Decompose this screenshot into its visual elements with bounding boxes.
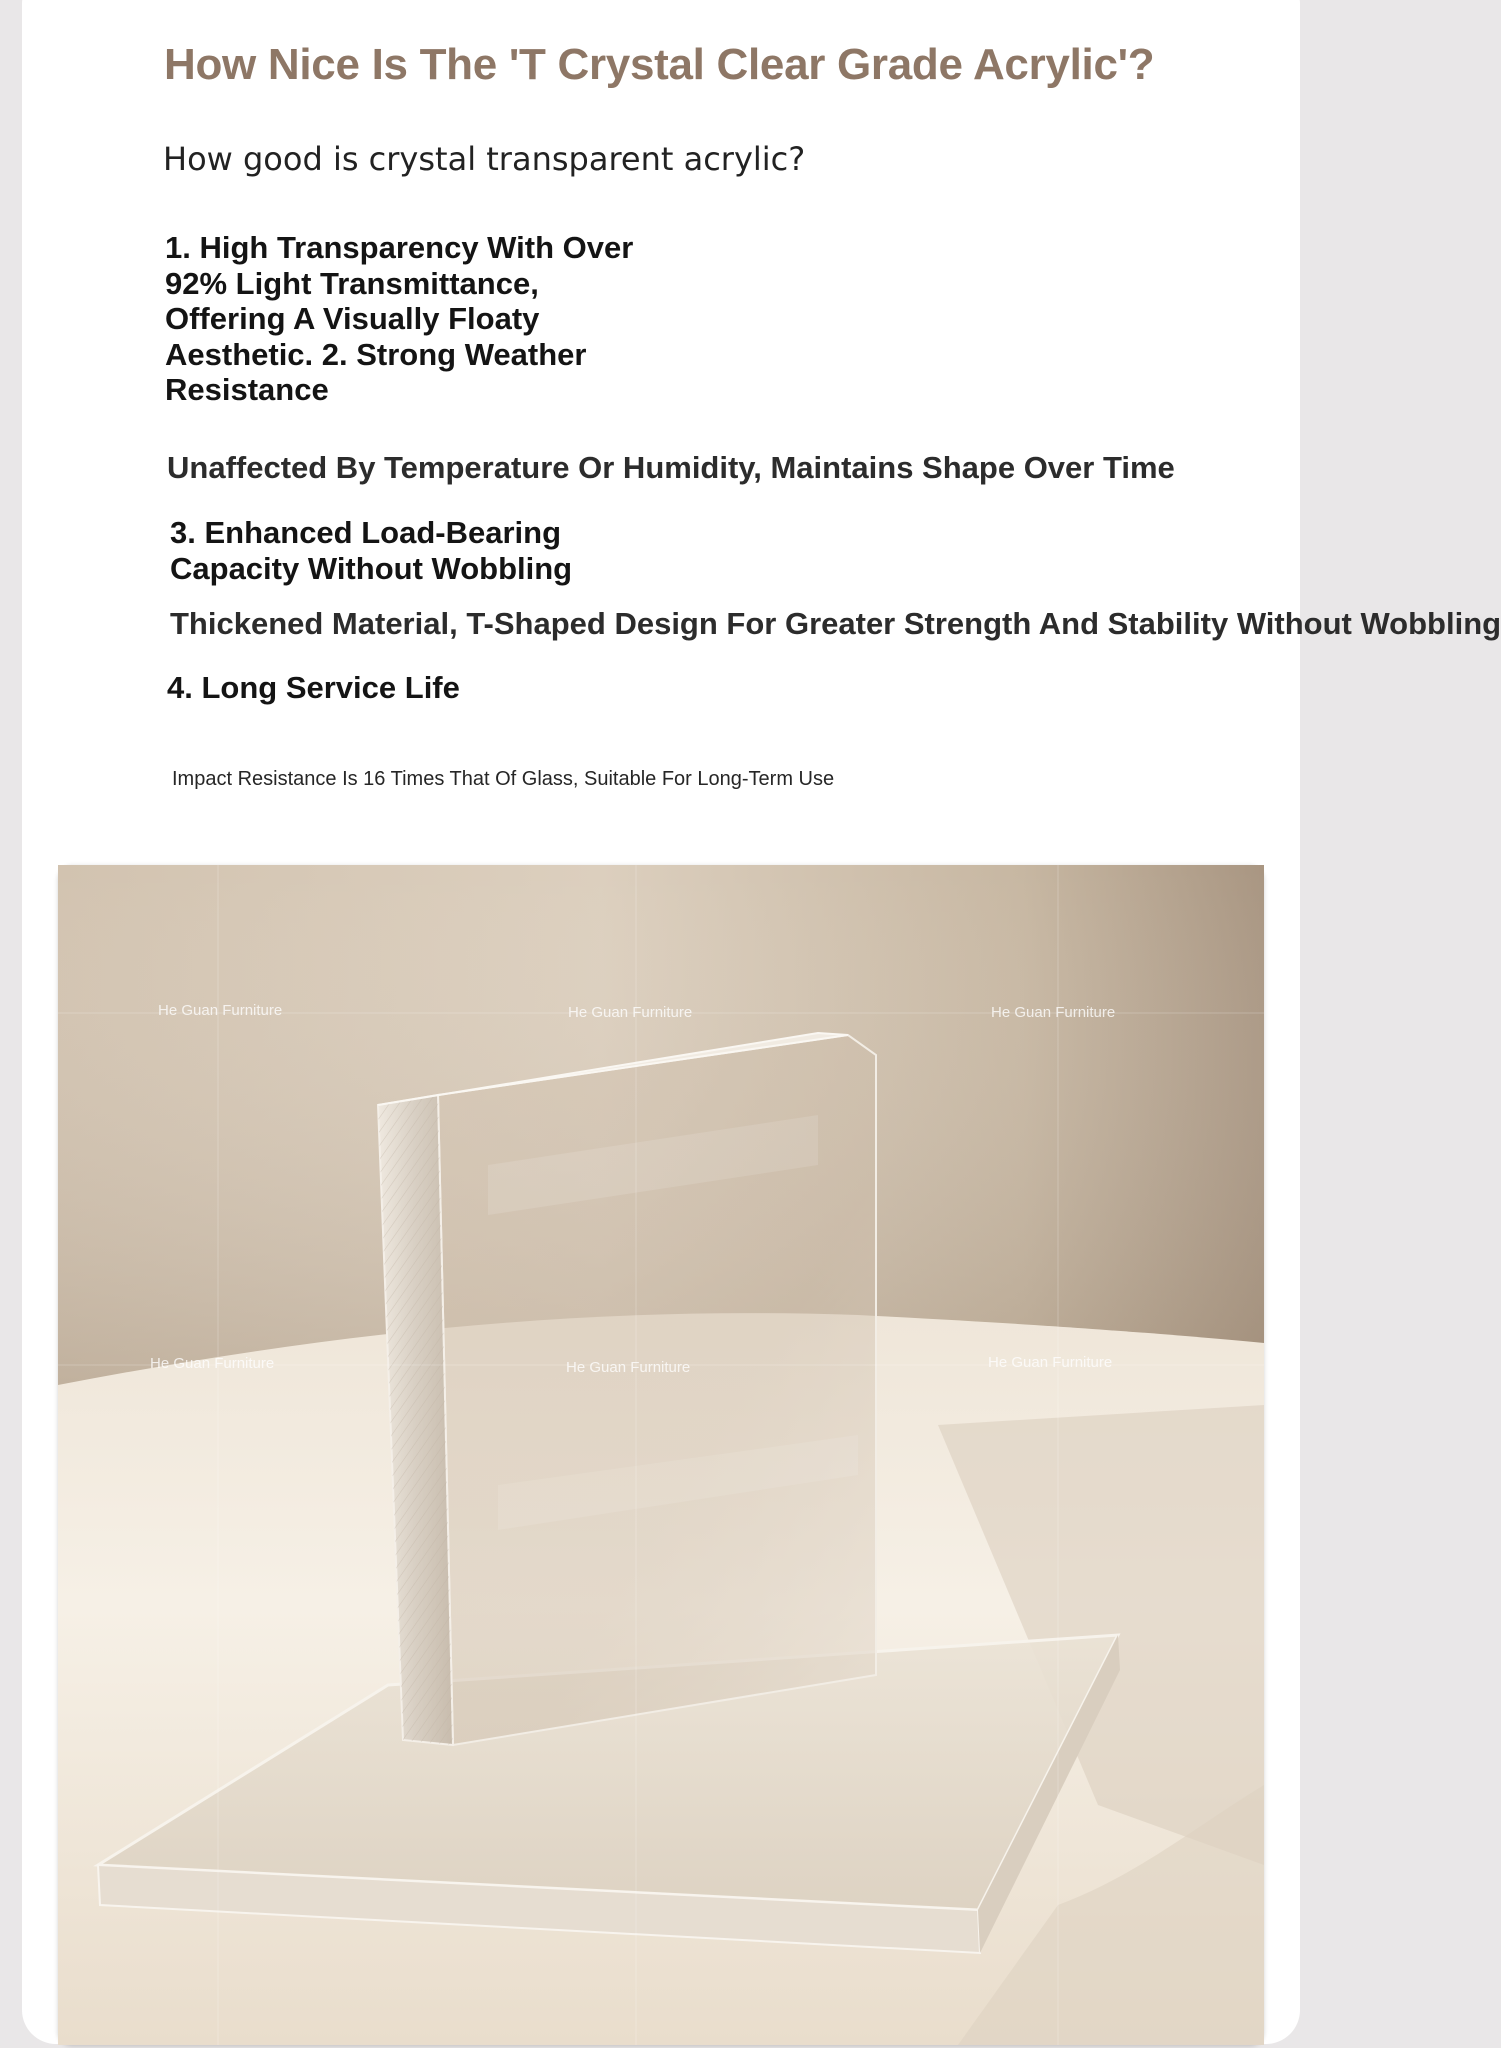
watermark-text: He Guan Furniture (150, 1355, 275, 1372)
feature-4-description: Impact Resistance Is 16 Times That Of Glass, Suitable For Long-Term Use (172, 768, 835, 790)
watermark-text: He Guan Furniture (158, 1002, 283, 1019)
watermark-text: He Guan Furniture (991, 1004, 1116, 1021)
acrylic-product-photo (58, 865, 1264, 2045)
feature-4-heading: 4. Long Service Life (167, 670, 460, 705)
feature-1-description: Unaffected By Temperature Or Humidity, Maintains Shape Over Time (167, 450, 1175, 485)
feature-3-description: Thickened Material, T-Shaped Design For Greater Strength And Stability Without Wobbling (170, 606, 1501, 641)
watermark-text: He Guan Furniture (568, 1004, 693, 1021)
feature-3-heading: 3. Enhanced Load-Bearing Capacity Without Wobbling (170, 515, 573, 586)
page-subtitle: How good is crystal transparent acrylic? (163, 140, 806, 178)
content-card (22, 0, 1501, 2044)
watermark-text: He Guan Furniture (566, 1359, 691, 1376)
page-title: How Nice Is The 'T Crystal Clear Grade Acrylic'? (164, 40, 1155, 89)
watermark-text: He Guan Furniture (988, 1354, 1113, 1371)
acrylic-block-illustration (58, 865, 1264, 2045)
feature-1-heading: 1. High Transparency With Over 92% Light Transmittance, Offering A Visually Floaty Aesthetic. 2. Strong Weather Resistance (165, 230, 634, 407)
